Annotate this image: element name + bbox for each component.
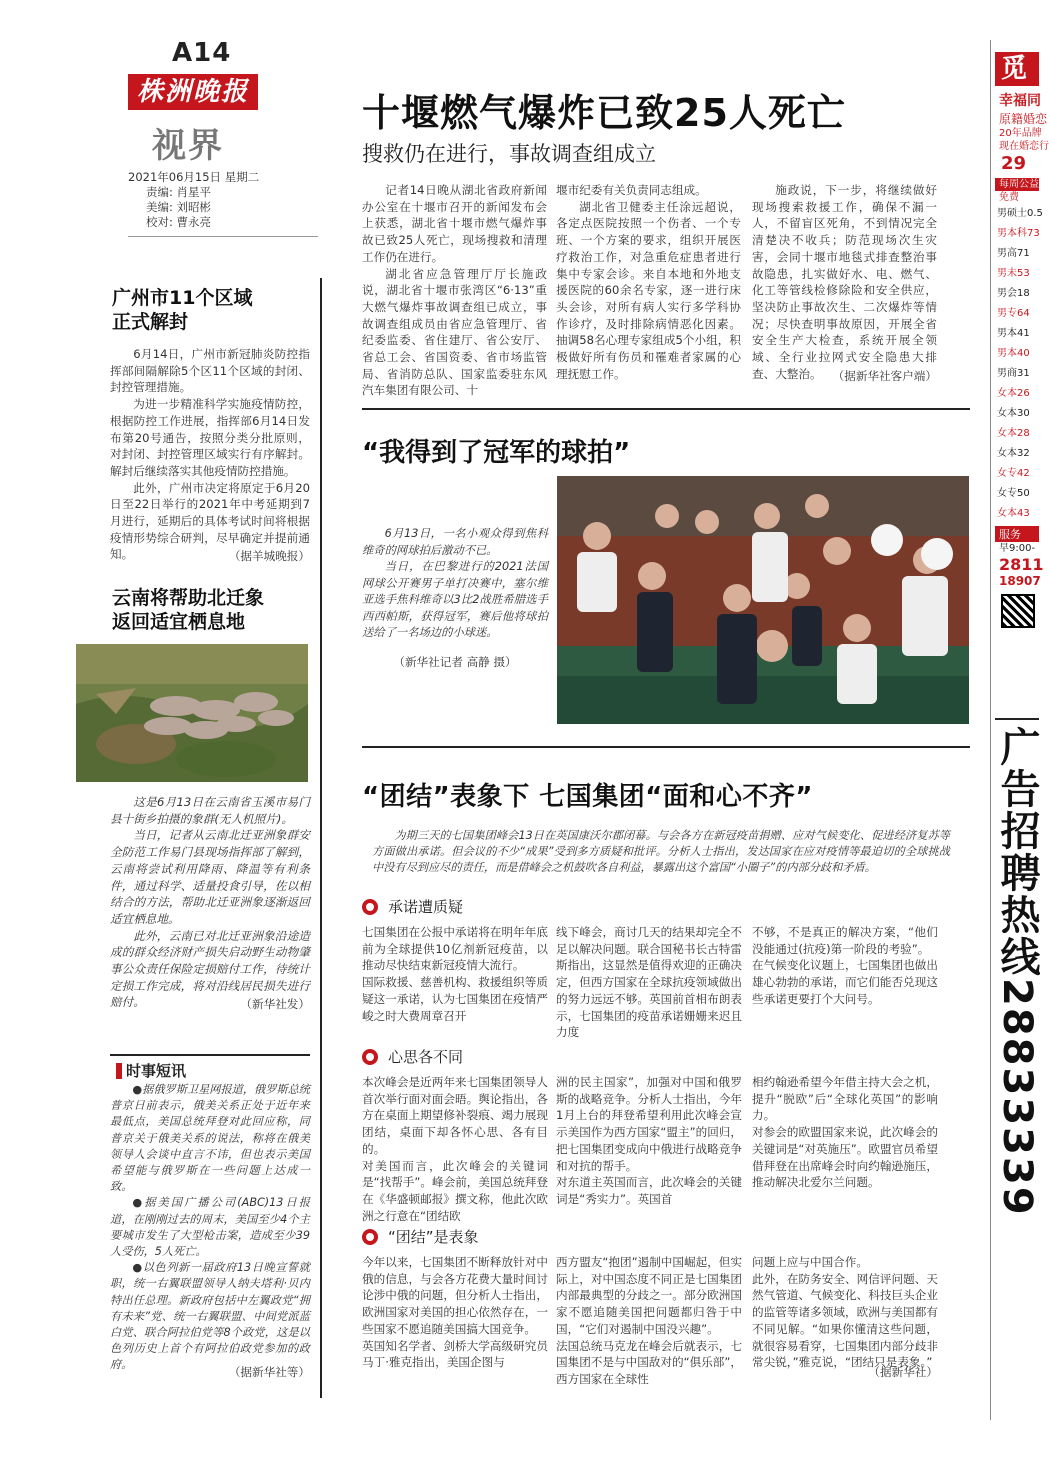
ad-listing-item: 男本40 bbox=[997, 348, 1030, 359]
elephants-source: （新华社发） bbox=[240, 997, 310, 1011]
ad-line-5: 29 bbox=[1001, 153, 1027, 174]
ad-top-banner: 觅 bbox=[995, 52, 1039, 86]
elephants-headline: 云南将帮助北迁象 返回适宜栖息地 bbox=[112, 587, 265, 633]
ad-listing-item: 男硕士0.5 bbox=[997, 208, 1043, 219]
ad-line-4: 现在婚恋行 bbox=[999, 141, 1049, 152]
section-marker-icon bbox=[116, 1063, 122, 1079]
page-number: A14 bbox=[172, 38, 232, 68]
racket-headline: “我得到了冠军的球拍” bbox=[362, 438, 631, 468]
ad-line-1: 幸福同 bbox=[999, 93, 1041, 109]
g7-lead: 为期三天的七国集团峰会13日在英国康沃尔郡闭幕。与会各方在新冠疫苗捐赠、应对气候变化、促进经济复苏等方面做出承诺。但会议的不少“成果”受到多方质疑和批评。分析人士指出，发达国家在应对疫情等最迫切的全球挑战中没有尽到应尽的责任，而是借峰会之机鼓吹各自利益，暴露出这个富国“小圈子”的内部分歧和矛盾。 bbox=[372, 829, 950, 875]
elephants-body: 这是6月13日在云南省玉溪市易门县十街乡拍摄的象群(无人机照片)。 当日，记者从云南北迁亚洲象群安全防范工作易门县现场指挥部了解到，云南将尝试利用降雨、降温等有利条件，通过科学、适量投食引导，佐以相结合的方法，帮助北迁亚洲象逐渐返回适宜栖息地。 此外，云南已对北迁亚洲象沿途造成的群众经济财产损失启动野生动物肇事公众责任保险定损赔付工作，待统计定损工作完成，将对沿线居民损失进行赔付。 bbox=[110, 795, 310, 1010]
ad-listing-item: 男高71 bbox=[997, 248, 1030, 259]
ad-listing-item: 女本26 bbox=[997, 388, 1030, 399]
ad-vertical-hotline: 广告招聘热线28833339 bbox=[995, 718, 1039, 1338]
right-edge-ad bbox=[994, 52, 1049, 1459]
ad-listings bbox=[995, 204, 1043, 524]
brief-news-source: （据新华社等） bbox=[228, 1365, 310, 1379]
ad-listing-item: 女本32 bbox=[997, 448, 1030, 459]
ad-listing-item: 男会18 bbox=[997, 288, 1030, 299]
ad-listing-item: 女专42 bbox=[997, 468, 1030, 479]
shiyan-subheadline: 搜救仍在进行，事故调查组成立 bbox=[362, 142, 656, 166]
g7-s2-col-2: 洲的民主国家”，加强对中国和俄罗斯的战略竞争。分析人士指出，今年1月上台的拜登希望利用此次峰会宣示美国作为西方国家“盟主”的回归，把七国集团变成向中俄进行战略竞争和对抗的帮手。 对东道主英国而言，此次峰会的关键词是“秀实力”。英国首 bbox=[556, 1075, 742, 1206]
shiyan-headline: 十堰燃气爆炸已致25人死亡 bbox=[362, 91, 846, 135]
ad-listing-item: 女专50 bbox=[997, 488, 1030, 499]
guangzhou-body: 6月14日，广州市新冠肺炎防控指挥部间隔解除5个区11个区域的封闭、封控管理措施。 为进一步精准科学实施疫情防控，根据防控工作进展，指挥部6月14日发布第20号通告，按照分类分批原则，对封闭、封控管理区域实行有序解封。解封后继续落实其他疫情防控措施。 此外，广州市决定将原定于6月20日至22日举行的2021年中考延期到7月进行，延期后的具体考试时间将根据疫情形势综合研判，尽早确定并提前通知。 bbox=[110, 347, 310, 562]
elephants-photo bbox=[76, 644, 308, 782]
bullet-icon bbox=[362, 1049, 378, 1065]
newspaper-logo: 株洲晚报 bbox=[128, 74, 258, 110]
section-title: 视界 bbox=[152, 126, 224, 166]
shiyan-col-3: 施政说，下一步，将继续做好现场搜索救援工作，确保不漏一人，不留盲区死角，不到情况完全清楚决不收兵；防范现场次生灾害，会同十堰市地毯式排查整治事故隐患，扎实做好水、电、燃气、化工等管线检修除险和安全供应，坚决防止事故次生、二次爆炸等情况；尽快查明事故原因，开展全省安全生产大检查，系统开展全领域、全行业拉网式安全隐患大排查、大整治。 bbox=[752, 183, 937, 381]
ad-phone-1: 2811 bbox=[999, 555, 1044, 574]
g7-headline: “团结”表象下 七国集团“面和心不齐” bbox=[362, 782, 813, 812]
ad-listing-item: 男未53 bbox=[997, 268, 1030, 279]
ad-free: 免费 bbox=[999, 192, 1019, 203]
g7-s1-col-3: 不够，不是真正的解决方案，“他们没能通过(抗疫)第一阶段的考验”。 在气候变化议题上，七国集团也做出雄心勃勃的承诺，而它们能否兑现这些承诺更要打个大问号。 bbox=[752, 925, 938, 1006]
header-divider bbox=[128, 236, 318, 237]
ad-listing-item: 男商31 bbox=[997, 368, 1030, 379]
section-divider-2 bbox=[362, 746, 970, 748]
section-divider-1 bbox=[362, 408, 970, 410]
g7-section-3-heading: “团结”是表象 bbox=[362, 1226, 479, 1247]
g7-s3-col-3: 问题上应与中国合作。 此外，在防务安全、网信评问题、天然气管道、气候变化、科技巨头企业的监管等诸多领域，欧洲与美国都有不同见解。“如果你懂清这些问题，就很容易看穿，七国集团内部分歧非常尖锐，”雅克说，“团结只是表象。” bbox=[752, 1255, 938, 1370]
designer-credit: 美编: 刘昭彬 bbox=[146, 200, 212, 214]
qr-code-icon[interactable] bbox=[1001, 594, 1035, 628]
ad-listing-item: 女本28 bbox=[997, 428, 1030, 439]
brief-divider bbox=[110, 1054, 310, 1056]
g7-s2-col-1: 本次峰会是近两年来七国集团领导人首次举行面对面会晤。舆论指出，各方在桌面上期望修补裂痕、竭力展现团结，桌面下却各怀心思、各有目的。 对美国而言，此次峰会的关键词是“找帮手”。峰会前，美国总统拜登在《华盛顿邮报》撰文称，他此次欧洲之行意在“团结欧 bbox=[362, 1075, 548, 1223]
ad-line-2: 原籍婚恋 bbox=[999, 112, 1048, 126]
editor-credit: 责编: 肖星平 bbox=[146, 185, 212, 199]
ad-phone-2: 18907 bbox=[999, 574, 1041, 588]
shiyan-col-2: 堰市纪委有关负责同志组成。 湖北省卫健委主任涂远超说，各定点医院按照一个伤者、一个专班、一个方案的要求，组织开展医疗救治工作，对急重危症患者进行集中专家会诊。来自本地和外地支援医院的60余名专家，逐一进行床头会诊，对所有病人实行多学科协作诊疗，及时排除病情恶化因素。抽调58名心理专家组成5个小组，积极做好所有伤员和罹难者家属的心理抚慰工作。 bbox=[556, 183, 741, 381]
g7-s3-col-1: 今年以来，七国集团不断释放针对中俄的信息，与会各方花费大量时间讨论涉中俄的问题，但分析人士指出，欧洲国家对美国的担心依然存在，一些国家不愿追随美国搞大国竞争。 英国知名学者、剑桥大学高级研究员马丁·雅克指出，美国企图与 bbox=[362, 1255, 548, 1370]
ad-listing-item: 男专64 bbox=[997, 308, 1030, 319]
page-meta bbox=[128, 170, 259, 230]
guangzhou-headline: 广州市11个区域 正式解封 bbox=[112, 287, 253, 333]
ad-service-label: 服务 bbox=[995, 526, 1039, 542]
ad-listing-item: 女本43 bbox=[997, 508, 1030, 519]
g7-s3-col-2: 西方盟友“抱团”遏制中国崛起，但实际上，对中国态度不同正是七国集团内部最典型的分歧之一。部分欧洲国家不愿追随美国把问题都归咎于中国，“它们对遏制中国没兴趣”。 法国总统马克龙在峰会后就表示，七国集团不是与中国敌对的“俱乐部”，西方国家在全球性 bbox=[556, 1255, 742, 1386]
g7-source: （据新华社） bbox=[868, 1365, 938, 1379]
ad-listing-item: 男本科73 bbox=[997, 228, 1040, 239]
shiyan-col-1: 记者14日晚从湖北省政府新闻办公室在十堰市召开的新闻发布会上获悉，湖北省十堰市燃气爆炸事故已致25人死亡，现场搜救和清理工作仍在进行。 湖北省应急管理厅厅长施政说，湖北省十堰市张湾区“6·13”重大燃气爆炸事故调查组已成立，事故调查组成员由省应急管理厅、省纪委监委、省住建厅、省公安厅、省总工会、省国资委、省市场监管局、省消防总队、国家监委驻东风汽车集团有限公司、十 bbox=[362, 183, 547, 398]
g7-s1-col-2: 线下峰会，商讨几天的结果却完全不足以解决问题。联合国秘书长古特雷斯指出，这显然是值得欢迎的正确决定，但西方国家在全球抗疫领域做出的努力远远不够。英国前首相布朗表示，七国集团的疫苗承诺姗姗来迟且力度 bbox=[556, 925, 742, 1040]
left-column-divider bbox=[320, 278, 322, 1398]
racket-body: 6月13日，一名小观众得到焦科维奇的网球拍后激动不已。 当日，在巴黎进行的2021法国网球公开赛男子单打决赛中，塞尔维亚选手焦科维奇以3比2战胜希腊选手西西帕斯，获得冠军，赛后他将球拍送给了一名场边的小球迷。 bbox=[362, 527, 548, 639]
brief-news-title: 时事短讯 bbox=[116, 1060, 186, 1081]
guangzhou-source: （据羊城晚报） bbox=[228, 549, 310, 563]
bullet-icon bbox=[362, 1229, 378, 1245]
issue-date: 2021年06月15日 星期二 bbox=[128, 170, 260, 184]
g7-section-1-heading: 承诺遭质疑 bbox=[362, 896, 463, 917]
tennis-crowd-photo bbox=[557, 476, 969, 724]
proofreader-credit: 校对: 曹永亮 bbox=[146, 215, 212, 229]
ad-listing-item: 女本30 bbox=[997, 408, 1030, 419]
ad-hours: 早9:00- bbox=[999, 543, 1036, 554]
g7-s2-col-3: 相约翰逊希望今年借主持大会之机，提升“脱欧”后“全球化英国”的影响力。 对参会的欧盟国家来说，此次峰会的关键词是“对英施压”。欧盟官员希望借拜登在出席峰会时向约翰逊施压，推动解决北爱尔兰问题。 bbox=[752, 1075, 938, 1190]
g7-section-2-heading: 心思各不同 bbox=[362, 1046, 463, 1067]
g7-s1-col-1: 七国集团在公报中承诺将在明年年底前为全球提供10亿剂新冠疫苗，以推动尽快结束新冠疫情大流行。 国际救援、慈善机构、救援组织等质疑这一承诺，认为七国集团在疫情严峻之时大费周章召开 bbox=[362, 925, 548, 1023]
ad-weekly: 每周公益 bbox=[995, 178, 1039, 191]
bullet-icon bbox=[362, 899, 378, 915]
ad-border bbox=[990, 40, 991, 1420]
ad-listing-item: 男本41 bbox=[997, 328, 1030, 339]
ad-line-3: 20年品牌 bbox=[999, 128, 1042, 139]
shiyan-source: （据新华社客户端） bbox=[832, 369, 937, 383]
brief-news-body: ●据俄罗斯卫星网报道，俄罗斯总统普京日前表示，俄美关系正处于近年来最低点，美国总统拜登对此回应称，同普京关于俄美关系的说法，称将在俄美领导人会谈中直言不讳，但也表示美国希望能与俄罗斯在一些问题上达成一致。 ●据美国广播公司(ABC)13日报道，在刚刚过去的周末，美国至少4个主要城市发生了大型枪击案，造成至少39人受伤，5人死亡。 ●以色列新一届政府13日晚宣誓就职，统一右翼联盟领导人纳夫塔利·贝内特出任总理。新政府包括中左翼政党“拥有未来”党、统一右翼联盟、中间党派蓝白党、联合阿拉伯党等8个政党，这是以色列历史上首个有阿拉伯政党参加的政府。 bbox=[110, 1083, 310, 1372]
racket-source: （新华社记者 高静 摄） bbox=[393, 655, 517, 669]
